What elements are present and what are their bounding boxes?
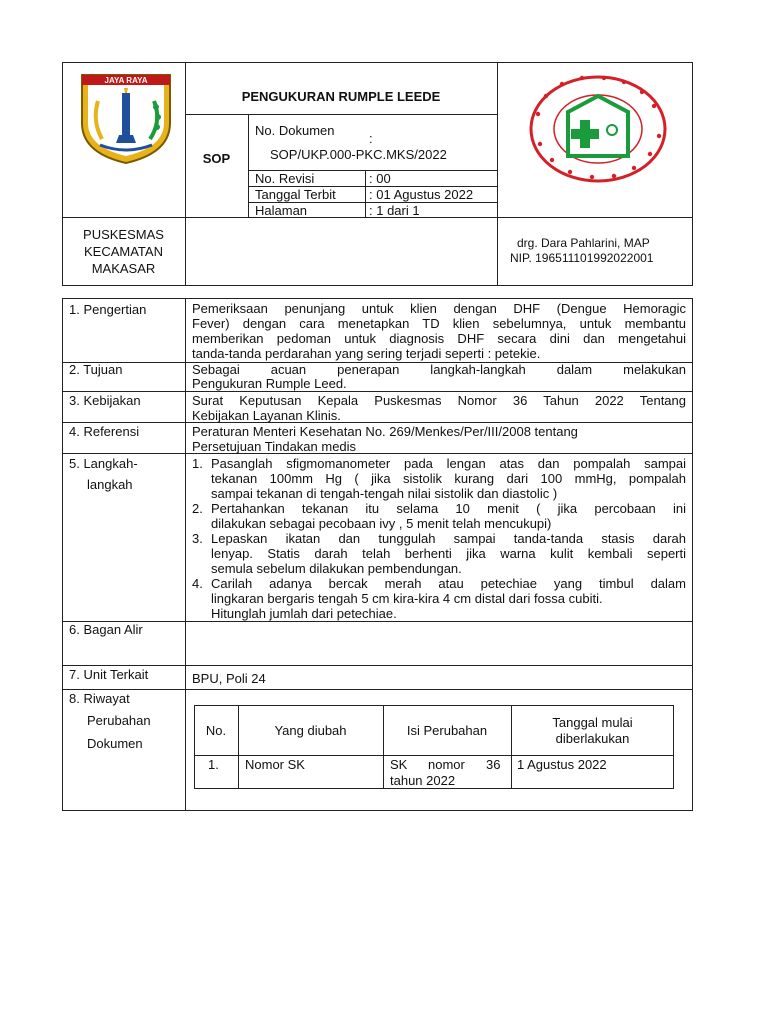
step-line: dilakukan sebagai pecobaan ivy , 5 menit telah mencukupi) <box>211 516 552 531</box>
step-line: Lepaskan ikatan dan tunggulah sampai tanda-tanda stasis darah <box>211 531 686 546</box>
history-row-tanggal: 1 Agustus 2022 <box>517 757 607 772</box>
history-row-isi: tahun 2022 <box>390 773 456 788</box>
history-header-isi: Isi Perubahan <box>406 723 488 738</box>
step-line: sampai tekanan di tengah-tengah nilai sistolik dan diastolic ) <box>211 486 558 501</box>
tujuan-label: 2. Tujuan <box>69 362 123 377</box>
org-name-line3: MAKASAR <box>91 261 156 276</box>
kebijakan-line: Kebijakan Layanan Klinis. <box>192 408 341 423</box>
no-dokumen-value: SOP/UKP.000-PKC.MKS/2022 <box>270 147 447 162</box>
puskesmas-seal-icon <box>528 74 668 184</box>
tanggal-terbit-value: : 01 Agustus 2022 <box>369 187 474 202</box>
history-header-tanggal: Tanggal mulai <box>552 715 633 730</box>
langkah-label: 5. Langkah- <box>69 456 138 471</box>
step-number: 1. <box>192 456 203 471</box>
history-row-yang-diubah: Nomor SK <box>245 757 305 772</box>
history-row-isi: nomor <box>428 757 465 772</box>
step-line: Pertahankan tekanan itu selama 10 menit ( jika percobaan ini <box>211 501 686 516</box>
signer-name: drg. Dara Pahlarini, MAP <box>517 236 650 250</box>
referensi-line: Peraturan Menteri Kesehatan No. 269/Menkes/Per/III/2008 tentang <box>192 424 578 439</box>
kebijakan-line: Surat Keputusan Kepala Puskesmas Nomor 36 Tahun 2022 Tentang <box>192 393 686 408</box>
tujuan-line: Sebagai acuan penerapan langkah-langkah dalam melakukan <box>192 362 686 377</box>
step-line: semula sebelum dilakukan pembendungan. <box>211 561 462 576</box>
jakarta-emblem-icon <box>78 71 174 165</box>
history-row-isi: SK <box>390 757 408 772</box>
riwayat-label: Perubahan <box>87 713 151 728</box>
unit-terkait-value: BPU, Poli 24 <box>192 671 266 686</box>
history-row-isi: 36 <box>486 757 501 772</box>
halaman-value: : 1 dari 1 <box>369 203 420 218</box>
history-row-no: 1. <box>208 757 219 772</box>
referensi-label: 4. Referensi <box>69 424 140 439</box>
step-number: 3. <box>192 531 203 546</box>
pengertian-line: tanda-tanda perdarahan yang sering terjadi seperti : petekie. <box>192 346 541 361</box>
referensi-line: Persetujuan Tindakan medis <box>192 439 357 454</box>
step-line: Carilah adanya bercak merah atau petechiae yang timbul dalam <box>211 576 686 591</box>
step-line: Pasanglah sfigmomanometer pada lengan atas dan pompalah sampai <box>211 456 686 471</box>
no-dokumen-label: No. Dokumen <box>255 123 335 138</box>
no-revisi-value: : 00 <box>369 171 391 186</box>
org-name-line1: PUSKESMAS <box>83 227 164 242</box>
halaman-label: Halaman <box>255 203 308 218</box>
history-header-tanggal: diberlakukan <box>555 731 630 746</box>
tujuan-line: Pengukuran Rumple Leed. <box>192 376 347 391</box>
no-dokumen-colon: : <box>369 131 373 146</box>
no-revisi-label: No. Revisi <box>255 171 315 186</box>
step-number: 2. <box>192 501 203 516</box>
step-line: Hitunglah jumlah dari petechiae. <box>211 606 397 621</box>
pengertian-line: Pemeriksaan penunjang untuk klien dengan DHF (Dengue Hemoragic <box>192 301 686 316</box>
document-title: PENGUKURAN RUMPLE LEEDE <box>241 89 441 104</box>
step-number: 4. <box>192 576 203 591</box>
history-header-no: No. <box>205 723 227 738</box>
riwayat-label: 8. Riwayat <box>69 691 130 706</box>
jaya-raya-text: JAYA RAYA <box>104 76 148 85</box>
step-line: tekanan 100mm Hg ( jika sistolik kurang dari 100 mmHg, pompalah <box>211 471 686 486</box>
pengertian-label: 1. Pengertian <box>69 302 147 317</box>
kebijakan-label: 3. Kebijakan <box>69 393 141 408</box>
signer-nip: NIP. 196511101992022001 <box>510 251 654 265</box>
tanggal-terbit-label: Tanggal Terbit <box>255 187 336 202</box>
step-line: lenyap. Statis darah telah berhenti jika warna kulit kembali seperti <box>211 546 686 561</box>
pengertian-line: memberikan pedoman untuk diagnosis DHF secara dini dan mengetahui <box>192 331 686 346</box>
langkah-label: langkah <box>87 477 133 492</box>
step-line: lingkaran bergaris tengah 5 cm kira-kira 4 cm distal dari fossa cubiti. <box>211 591 603 606</box>
bagan-alir-label: 6. Bagan Alir <box>69 622 143 637</box>
history-header-yang-diubah: Yang diubah <box>274 723 347 738</box>
sop-label: SOP <box>202 151 231 166</box>
pengertian-line: Fever) dengan cara menetapkan TD klien sebelumnya, untuk membantu <box>192 316 686 331</box>
org-name-line2: KECAMATAN <box>84 244 163 259</box>
unit-terkait-label: 7. Unit Terkait <box>69 667 149 682</box>
riwayat-label: Dokumen <box>87 736 143 751</box>
